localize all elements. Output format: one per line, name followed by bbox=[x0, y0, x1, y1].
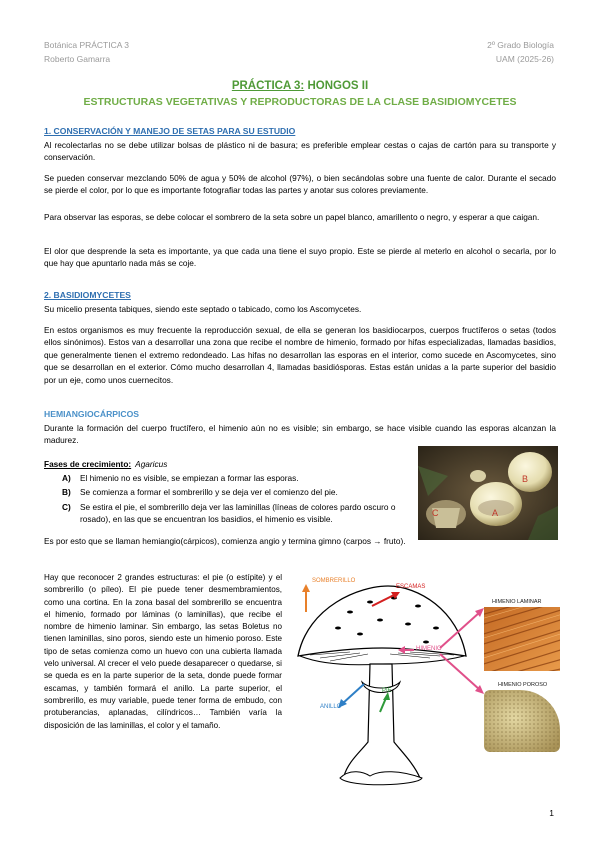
fase-item-b bbox=[62, 486, 412, 498]
himenio-poroso-photo bbox=[484, 690, 560, 752]
himenio-laminar-photo bbox=[484, 607, 560, 671]
section2-paragraph-1: Su micelio presenta tabiques, siendo este septado o tabicado, como los Ascomycetes. bbox=[44, 304, 362, 314]
fase-text: El himenio no es visible, se empiezan a formar las esporas. bbox=[80, 473, 299, 483]
photo-label-c: C bbox=[432, 508, 439, 518]
fases-list bbox=[62, 472, 412, 526]
fases-species: Agaricus bbox=[135, 459, 168, 469]
section2-paragraph-2: En estos organismos es muy frecuente la reproducción sexual, de ella se generan los basidiocarpos, cuerpos fructíferos o setas (todos ellos sinónimos). Estos van a desarrollar una zona que recibe el nombre de himenio, formado por hifas especializadas, llamadas basidios, que generalmente tienen el extremo redondeado. Las hifas no desarrollan las esporas en el interior, como sucede en Ascomycetes, sino que se desarrollan en el exterior. Cómo mucho desarrollan 4, llamadas basidiósporas. Estas están unidas a la parte superior del basidio por un eje, como unos cuernecitos. bbox=[44, 325, 556, 385]
hemi-paragraph-2: Es por esto que se llaman hemiangio(cárpicos), comienza angio y termina gimno (carpos → fruto). bbox=[44, 536, 406, 546]
photo-label-b: B bbox=[522, 474, 529, 484]
fase-item-a bbox=[62, 472, 412, 484]
title-rest: HONGOS II bbox=[304, 80, 369, 92]
degree-label: 2º Grado Biología bbox=[487, 40, 554, 50]
page-number: 1 bbox=[549, 808, 554, 818]
page-title bbox=[0, 80, 600, 92]
author-name: Roberto Gamarra bbox=[44, 54, 111, 64]
section2-heading: 2. BASIDIOMYCETES bbox=[44, 290, 131, 300]
label-pie: PIE bbox=[382, 688, 392, 694]
hemi-paragraph-1: Durante la formación del cuerpo fructífero, el himenio aún no es visible; sin embargo, se hace visible cuando las esporas alcanzan la madurez. bbox=[44, 423, 556, 446]
fase-text: Se estira el pie, el sombrerillo deja ver las laminillas (líneas de colores pardo oscuro o rosado), en las que se encuentran los basidios, el himenio es visible. bbox=[80, 501, 396, 525]
fases-title bbox=[44, 458, 167, 470]
section1-paragraph-2: Se pueden conservar mezclando 50% de agua y 50% de alcohol (97%), o bien secándolas sobre una fuente de calor. Durante el secado se pierde el color, por lo que es importante fotografiar todas las partes y anotar sus colores previamente. bbox=[44, 173, 556, 196]
section1-heading: 1. CONSERVACIÓN Y MANEJO DE SETAS PARA SU ESTUDIO bbox=[44, 126, 296, 136]
label-sombrerillo: SOMBRERILLO bbox=[312, 578, 356, 584]
label-himenio: HIMENIO bbox=[416, 646, 442, 652]
fase-text: Se comienza a formar el sombrerillo y se deja ver el comienzo del pie. bbox=[80, 487, 338, 498]
section1-paragraph-3: Para observar las esporas, se debe colocar el sombrero de la seta sobre un papel blanco, amarillento o negro, y esperar a que caigan. bbox=[44, 212, 540, 222]
section1-paragraph-4: El olor que desprende la seta es importante, ya que cada una tiene el suyo propio. Este se pierde al meterlo en alcohol o secarla, por lo que hay que apuntarlo nada más se coje. bbox=[44, 246, 556, 269]
himenio-arrows-graphic bbox=[398, 594, 488, 704]
label-himenio-laminar: HIMENIO LAMINAR bbox=[492, 599, 542, 605]
header-left bbox=[44, 38, 129, 66]
agaricus-photo bbox=[418, 446, 558, 540]
title-prefix: PRÁCTICA 3: bbox=[231, 80, 305, 92]
page-subtitle: ESTRUCTURAS VEGETATIVAS Y REPRODUCTORAS DE LA CLASE BASIDIOMYCETES bbox=[83, 96, 517, 108]
hemi-heading: HEMIANGIOCÁRPICOS bbox=[44, 409, 140, 419]
agaricus-photo-graphic bbox=[418, 446, 558, 540]
label-himenio-poroso: HIMENIO POROSO bbox=[498, 682, 548, 688]
himenio-laminar-graphic bbox=[484, 607, 560, 671]
label-escamas: ESCAMAS bbox=[396, 584, 426, 590]
fase-key: B) bbox=[62, 487, 71, 498]
fases-label: Fases de crecimiento: bbox=[44, 459, 132, 469]
label-anillo: ANILLO bbox=[320, 704, 342, 710]
himenio-poroso-graphic bbox=[484, 690, 560, 752]
himenio-arrows bbox=[398, 594, 488, 704]
university-label: UAM (2025-26) bbox=[495, 54, 554, 64]
photo-label-a: A bbox=[492, 508, 499, 518]
header-right bbox=[487, 38, 554, 66]
fase-key: C) bbox=[62, 501, 71, 512]
hemi-paragraph-3: Hay que reconocer 2 grandes estructuras: el pie (o estípite) y el sombrerillo (o píleo). El pie puede tener desmembramientos, como una cortina. En la zona basal del sombrerillo se encuentra el himenio, formado por láminas (o laminillas), que recibe el nombre de himenio laminar. Sin embargo, las setas Boletus no tienen laminillas, sino poros, siendo este un himenio poroso. Este tipo de setas comienza como un huevo con una cubierta llamada velo universal. Al crecer el velo puede desaparecer o quedarse, si se queda es en la parte superior de la seta, donde puede formar escamas, y también formará el anillo. La parte superior, el sombrerillo, es muy variable, puede tener forma de embudo, con protuberancias, aplanadas, cilíndricos… También varía la disposición de las laminillas, el color y el tamaño. bbox=[44, 573, 282, 730]
fase-item-c bbox=[62, 501, 412, 526]
course-label: Botánica PRÁCTICA 3 bbox=[44, 40, 130, 50]
fase-key: A) bbox=[62, 473, 71, 483]
section1-paragraph-1: Al recolectarlas no se debe utilizar bolsas de plástico ni de basura; es preferible emplear cestas o cajas de cartón para su transporte y conservación. bbox=[44, 140, 556, 163]
